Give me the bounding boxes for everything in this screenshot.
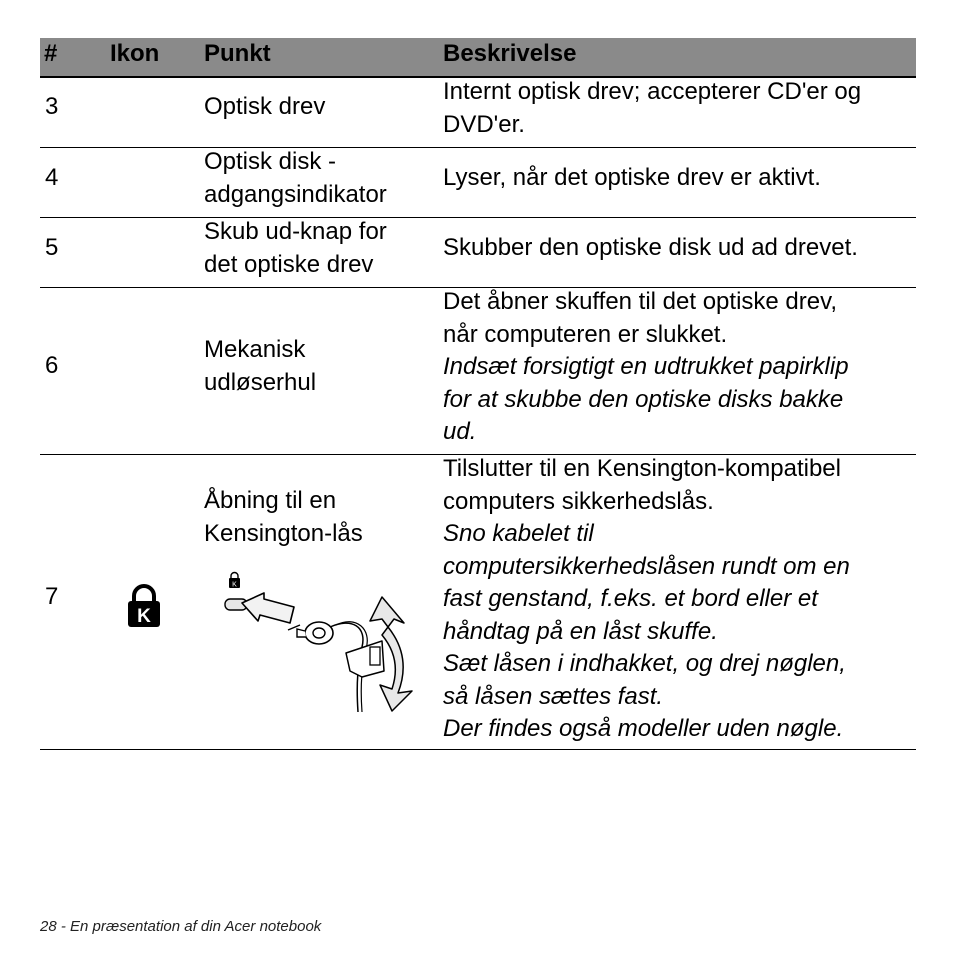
row-item	[204, 216, 434, 281]
row-number: 5	[45, 234, 59, 261]
table-row	[40, 455, 916, 750]
row-item	[204, 485, 434, 550]
desc-italic-line: håndtag på en låst skuffe.	[443, 617, 718, 645]
desc-italic-line: så låsen sættes fast.	[443, 682, 664, 710]
item-line: Optisk disk -	[204, 148, 337, 175]
table-row	[40, 218, 916, 288]
header-item: Punkt	[204, 40, 271, 67]
row-number: 7	[45, 583, 59, 610]
item-line: Optisk drev	[204, 93, 326, 120]
desc-line: når computeren er slukket.	[443, 320, 728, 348]
item-line: Åbning til en	[204, 487, 337, 514]
table-row	[40, 148, 916, 218]
desc-line: Tilslutter til en Kensington-kompatibel	[443, 455, 841, 482]
item-line: adgangsindikator	[204, 180, 387, 208]
row-description	[443, 286, 913, 449]
row-item	[204, 91, 434, 124]
row-description	[443, 76, 913, 141]
item-line: det optiske drev	[204, 250, 374, 278]
lock-letter: K	[137, 606, 151, 627]
row-description	[443, 453, 913, 746]
header-num: #	[44, 40, 58, 67]
desc-line: Internt optisk drev; accepterer CD'er og	[443, 78, 862, 105]
desc-italic-line: computersikkerhedslåsen rundt om en	[443, 552, 850, 580]
row-item	[204, 334, 434, 399]
desc-italic-line: fast genstand, f.eks. et bord eller et	[443, 585, 818, 612]
item-line: Kensington-lås	[204, 519, 363, 547]
row-number: 4	[45, 164, 59, 191]
desc-italic-line: Sæt låsen i indhakket, og drej nøglen,	[443, 650, 846, 677]
svg-text:K: K	[232, 581, 237, 589]
kensington-lock-icon	[126, 585, 162, 627]
table-row	[40, 288, 916, 455]
table-header	[40, 38, 916, 78]
row-item	[204, 146, 434, 211]
desc-italic-line: for at skubbe den optiske disks bakke	[443, 385, 844, 413]
spec-table	[40, 38, 916, 750]
desc-italic-line: ud.	[443, 418, 477, 445]
desc-line: Lyser, når det optiske drev er aktivt.	[443, 164, 821, 191]
desc-italic-line: Indsæt forsigtigt en udtrukket papirklip	[443, 353, 849, 380]
row-description	[443, 232, 913, 265]
kensington-lock-illustration	[222, 567, 412, 717]
desc-line: Skubber den optiske disk ud ad drevet.	[443, 234, 858, 261]
desc-italic-line: Sno kabelet til	[443, 520, 594, 547]
item-line: Mekanisk	[204, 336, 306, 363]
row-number: 3	[45, 93, 59, 120]
table-row	[40, 78, 916, 148]
desc-line: Det åbner skuffen til det optiske drev,	[443, 288, 837, 315]
header-description: Beskrivelse	[443, 40, 577, 67]
item-line: Skub ud-knap for	[204, 218, 387, 245]
desc-italic-line: Der findes også modeller uden nøgle.	[443, 715, 844, 742]
desc-line: DVD'er.	[443, 110, 525, 138]
desc-line: computers sikkerhedslås.	[443, 487, 714, 515]
row-number: 6	[45, 352, 59, 379]
item-line: udløserhul	[204, 368, 317, 396]
header-icon: Ikon	[110, 40, 160, 67]
page-footer: 28 - En præsentation af din Acer notebook	[40, 918, 322, 935]
row-description	[443, 162, 913, 195]
